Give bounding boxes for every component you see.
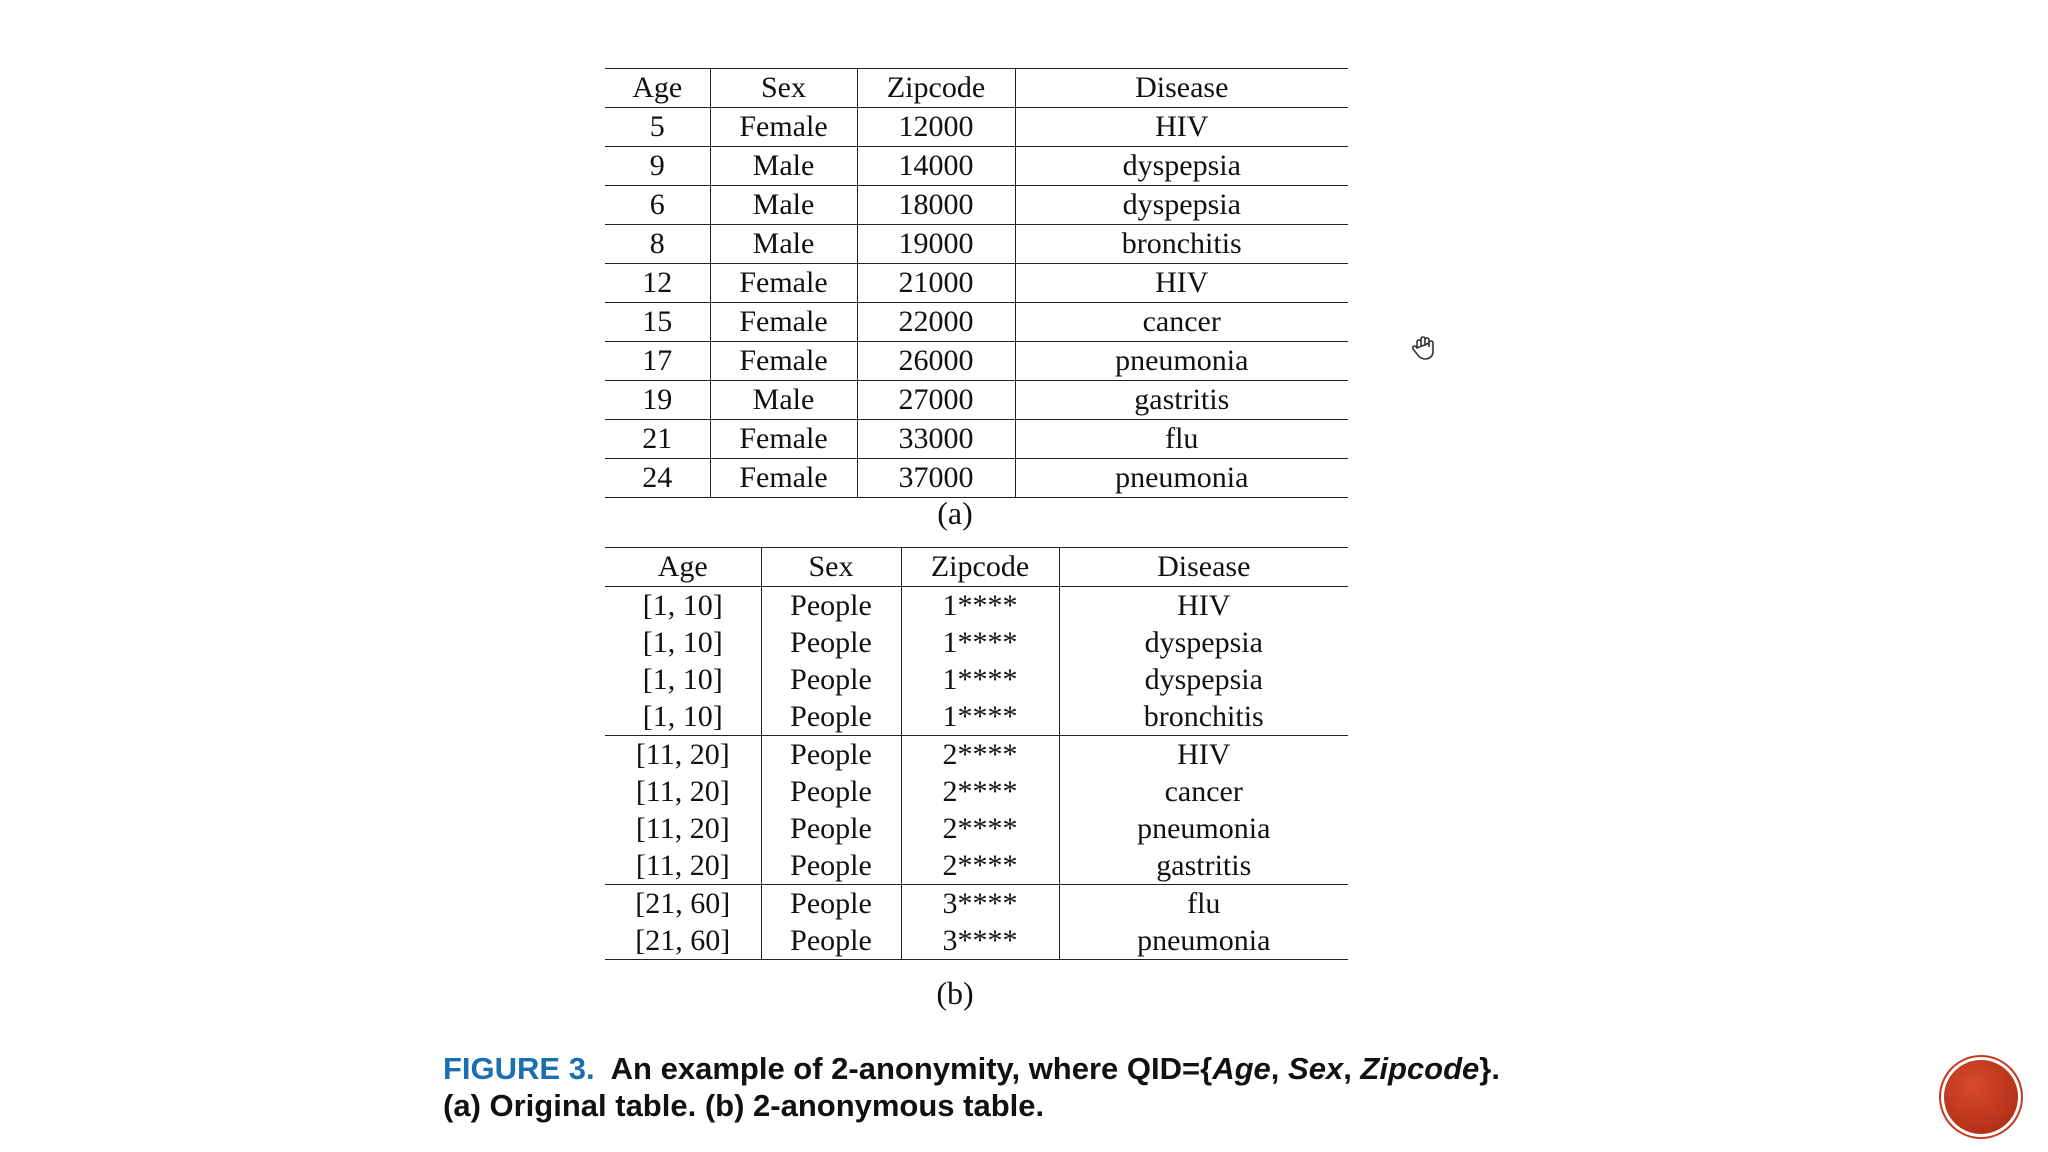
cell-age: [1, 10] (642, 589, 723, 622)
qid-close-brace: }. (1479, 1051, 1500, 1086)
cell-disease: pneumonia (1059, 922, 1348, 960)
cell-age: 24 (605, 459, 710, 498)
cell-age: 5 (605, 108, 710, 147)
cell-disease: bronchitis (1015, 225, 1348, 264)
table-row (605, 108, 1348, 147)
cell-sex: People (761, 885, 901, 923)
record-button[interactable] (1944, 1060, 2018, 1134)
table-row (605, 186, 1348, 225)
caption-text: An example of 2-anonymity, where QID= (610, 1051, 1201, 1086)
cell-sex: Male (710, 225, 857, 264)
cell-zipcode: 1**** (901, 661, 1059, 698)
table-header-row (605, 69, 1348, 108)
header-sex: Sex (710, 69, 857, 108)
cell-sex: People (761, 698, 901, 736)
cell-age: 8 (605, 225, 710, 264)
subfigure-label-b: (b) (936, 975, 974, 1011)
cell-zipcode: 1**** (901, 624, 1059, 661)
cell-disease: HIV (1015, 264, 1348, 303)
qid-age: Age (1212, 1051, 1271, 1086)
cell-zipcode: 14000 (857, 147, 1015, 186)
cell-sex: Female (710, 303, 857, 342)
table-row (605, 736, 1348, 774)
table-row (605, 847, 1348, 885)
subfigure-label-a: (a) (937, 495, 973, 531)
cell-sex: People (761, 624, 901, 661)
table-row (605, 342, 1348, 381)
cell-disease: flu (1059, 885, 1348, 923)
cell-age: [11, 20] (635, 775, 730, 808)
original-table (605, 68, 1348, 498)
cell-disease: cancer (1059, 773, 1348, 810)
cell-sex: People (761, 773, 901, 810)
header-sex: Sex (761, 548, 901, 587)
cell-zipcode: 33000 (857, 420, 1015, 459)
cell-sex: Female (710, 108, 857, 147)
cell-sex: Female (710, 264, 857, 303)
table-row (605, 225, 1348, 264)
cell-sex: Male (710, 381, 857, 420)
table-row (605, 810, 1348, 847)
cell-sex: Male (710, 147, 857, 186)
cell-sex: People (761, 922, 901, 960)
cell-age: [1, 10] (605, 698, 761, 736)
hand-grab-icon (1409, 334, 1437, 362)
cell-zipcode: 2**** (901, 847, 1059, 885)
cell-age: 17 (605, 342, 710, 381)
cell-disease: HIV (1059, 736, 1348, 774)
cell-age: 19 (605, 381, 710, 420)
table-row (605, 420, 1348, 459)
table-row (605, 773, 1348, 810)
figure-label: FIGURE 3. (443, 1051, 595, 1086)
cell-zipcode: 22000 (857, 303, 1015, 342)
cell-age: 9 (605, 147, 710, 186)
cell-age: 12 (605, 264, 710, 303)
cell-zipcode: 26000 (857, 342, 1015, 381)
cell-disease: cancer (1015, 303, 1348, 342)
qid-separator: , (1343, 1051, 1361, 1086)
cell-age: [11, 20] (635, 738, 730, 771)
cell-disease: HIV (1015, 108, 1348, 147)
cell-sex: People (761, 587, 901, 625)
cell-sex: Female (710, 420, 857, 459)
cell-age: 21 (605, 420, 710, 459)
cell-sex: Female (710, 342, 857, 381)
header-zipcode: Zipcode (901, 548, 1059, 587)
header-disease: Disease (1059, 548, 1348, 587)
cell-age: [1, 10] (642, 663, 723, 696)
table-header-row (605, 548, 1348, 587)
header-zipcode: Zipcode (857, 69, 1015, 108)
cell-sex: Female (710, 459, 857, 498)
caption-line-1 (443, 1050, 1500, 1087)
cell-zipcode: 1**** (901, 587, 1059, 625)
cell-zipcode: 3**** (901, 885, 1059, 923)
table-row (605, 922, 1348, 960)
cell-zipcode: 27000 (857, 381, 1015, 420)
table-row (605, 303, 1348, 342)
cell-zipcode: 37000 (857, 459, 1015, 498)
cell-zipcode: 12000 (857, 108, 1015, 147)
anonymous-table (605, 547, 1348, 960)
cell-age: [21, 60] (635, 887, 731, 920)
cell-age: [11, 20] (635, 812, 730, 845)
cell-disease: dyspepsia (1059, 624, 1348, 661)
cell-disease: flu (1015, 420, 1348, 459)
cell-disease: HIV (1059, 587, 1348, 625)
cell-zipcode: 18000 (857, 186, 1015, 225)
qid-sex: Sex (1288, 1051, 1344, 1086)
cell-zipcode: 2**** (901, 736, 1059, 774)
caption-line-2: (a) Original table. (b) 2-anonymous table. (443, 1088, 1045, 1123)
table-row (605, 381, 1348, 420)
header-age: Age (605, 69, 710, 108)
header-age: Age (605, 548, 761, 587)
cell-zipcode: 21000 (857, 264, 1015, 303)
table-row (605, 147, 1348, 186)
cell-age: [21, 60] (635, 924, 731, 957)
cell-sex: People (761, 661, 901, 698)
cell-disease: bronchitis (1059, 698, 1348, 736)
table-row (605, 661, 1348, 698)
cell-sex: Male (710, 186, 857, 225)
table-row (605, 264, 1348, 303)
table-row (605, 698, 1348, 736)
cell-disease: gastritis (1015, 381, 1348, 420)
table-row (605, 587, 1348, 625)
cell-disease: gastritis (1059, 847, 1348, 885)
cell-disease: pneumonia (1015, 342, 1348, 381)
qid-separator: , (1270, 1051, 1289, 1086)
cell-disease: pneumonia (1059, 810, 1348, 847)
cell-zipcode: 1**** (901, 698, 1059, 736)
cell-age: [11, 20] (605, 847, 761, 885)
cell-zipcode: 2**** (901, 810, 1059, 847)
cell-disease: dyspepsia (1059, 661, 1348, 698)
cell-sex: People (761, 810, 901, 847)
cell-disease: dyspepsia (1015, 147, 1348, 186)
cell-sex: People (761, 736, 901, 774)
cell-sex: People (761, 847, 901, 885)
cell-age: 6 (605, 186, 710, 225)
qid-zipcode: Zipcode (1360, 1051, 1480, 1086)
cell-zipcode: 2**** (901, 773, 1059, 810)
table-row (605, 459, 1348, 498)
header-disease: Disease (1015, 69, 1348, 108)
cell-disease: pneumonia (1015, 459, 1348, 498)
table-row (605, 624, 1348, 661)
qid-open-brace: { (1200, 1051, 1213, 1086)
cell-age: [1, 10] (642, 626, 723, 659)
figure-caption (443, 1050, 1500, 1124)
table-row (605, 885, 1348, 923)
cell-disease: dyspepsia (1015, 186, 1348, 225)
cell-age: 15 (605, 303, 710, 342)
cell-zipcode: 19000 (857, 225, 1015, 264)
cell-zipcode: 3**** (901, 922, 1059, 960)
